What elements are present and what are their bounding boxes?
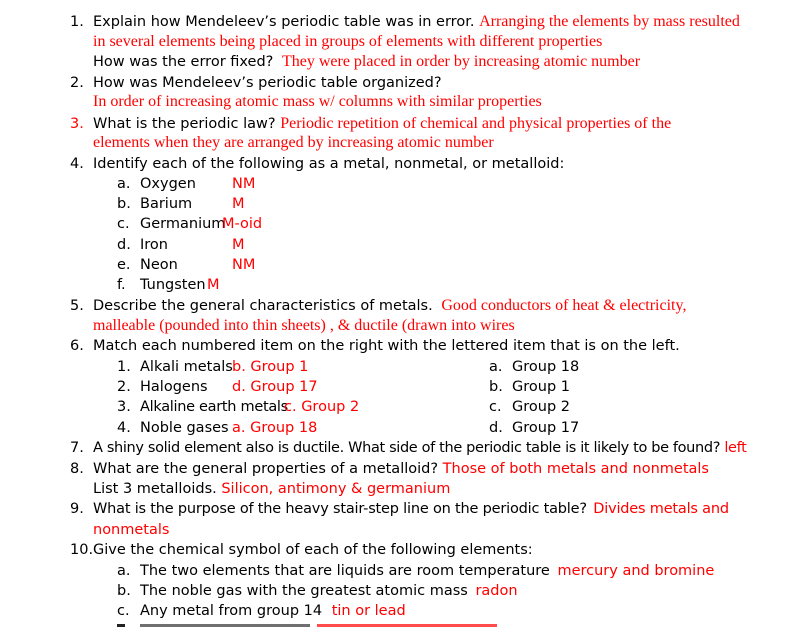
q1-answer-part2: in several elements being placed in groups of elements with different properties [93, 33, 603, 50]
q6-left-answer: b. Group 1 [232, 359, 309, 375]
q8-sub-question: List 3 metalloids. [93, 481, 217, 497]
q5-line [93, 296, 686, 316]
q4-item-answer: NM [232, 257, 256, 273]
q4-question: Identify each of the following as a metal, nonmetal, or metalloid: [93, 156, 565, 172]
q4-item-answer: M-oid [222, 216, 263, 232]
q8-number: 8. [70, 461, 84, 477]
q1-sub-answer: They were placed in order by increasing atomic number [281, 53, 641, 70]
q10-item-letter: c. [117, 603, 130, 619]
q6-left-name: Alkaline earth metals [140, 399, 288, 415]
q1-question: Explain how Mendeleev’s periodic table was in error. [93, 14, 475, 30]
q4-item-answer: M [232, 196, 245, 212]
q8-answer: Those of both metals and nonmetals [442, 461, 709, 477]
q10-item-line [140, 601, 406, 621]
q6-right-name: Group 17 [512, 420, 580, 436]
q6-left-name: Noble gases [140, 420, 229, 436]
q7-line [93, 438, 746, 458]
q5-answer-part2: malleable (pounded into thin sheets) , & ductile (drawn into wires [93, 317, 515, 334]
q3-question: What is the periodic law? [93, 116, 276, 132]
q6-left-answer: a. Group 18 [232, 420, 318, 436]
q6-right-letter: d. [489, 420, 503, 436]
q7-answer: left [724, 440, 747, 456]
q10-item-line [140, 581, 518, 601]
q9-number: 9. [70, 501, 84, 517]
q10-item-letter: b. [117, 583, 131, 599]
q3-answer-part1: Periodic repetition of chemical and physical properties of the [280, 115, 672, 132]
q9-question: What is the purpose of the heavy stair-step line on the periodic table? [93, 501, 587, 517]
q4-item-letter: c. [117, 216, 130, 232]
q4-item-name: Germanium [140, 216, 226, 232]
q6-left-name: Alkali metals [140, 359, 233, 375]
q6-left-number: 3. [117, 399, 131, 415]
q5-number: 5. [70, 298, 84, 314]
q4-item-letter: a. [117, 176, 131, 192]
q5-answer-part1: Good conductors of heat & electricity, [441, 297, 687, 314]
q4-item-letter: e. [117, 257, 131, 273]
q4-item-name: Tungsten [140, 277, 206, 293]
q4-item-name: Iron [140, 237, 168, 253]
q1-answer-part1: Arranging the elements by mass resulted [479, 13, 740, 30]
q4-number: 4. [70, 156, 84, 172]
q10-item-line [140, 561, 714, 581]
q6-left-number: 4. [117, 420, 131, 436]
q4-item-letter: b. [117, 196, 131, 212]
q4-item-letter: f. [117, 277, 126, 293]
q2-number: 2. [70, 75, 84, 91]
q4-item-answer: M [232, 237, 245, 253]
q4-item-answer: NM [232, 176, 256, 192]
q5-question: Describe the general characteristics of metals. [93, 298, 433, 314]
q10-item-text: Any metal from group 14 [140, 603, 323, 619]
q6-right-letter: b. [489, 379, 503, 395]
q10-item-text: The noble gas with the greatest atomic mass [140, 583, 468, 599]
q3-number: 3. [70, 116, 84, 132]
q9-answer-part2: nonmetals [93, 522, 170, 538]
q6-right-letter: a. [489, 359, 503, 375]
q10-question: Give the chemical symbol of each of the following elements: [93, 542, 533, 558]
q9-answer-part1: Divides metals and [593, 501, 729, 517]
q9-line [93, 499, 729, 519]
q6-right-letter: c. [489, 399, 502, 415]
q4-item-name: Oxygen [140, 176, 196, 192]
q4-item-name: Neon [140, 257, 178, 273]
q10-item-answer: radon [475, 583, 518, 599]
q4-item-name: Barium [140, 196, 193, 212]
q2-question: How was Mendeleev’s periodic table organized? [93, 75, 442, 91]
q6-left-answer: d. Group 17 [232, 379, 318, 395]
q1-sub-line [93, 52, 640, 72]
q4-item-letter: d. [117, 237, 131, 253]
q10-number: 10. [70, 542, 94, 558]
q2-answer: In order of increasing atomic mass w/ columns with similar properties [93, 93, 542, 110]
q7-question: A shiny solid element also is ductile. What side of the periodic table is it likely to be found? [93, 440, 721, 456]
q1-line [93, 12, 740, 32]
q6-left-number: 2. [117, 379, 131, 395]
q6-right-name: Group 2 [512, 399, 570, 415]
q10-item-text: The two elements that are liquids are room temperature [140, 563, 550, 579]
q6-question: Match each numbered item on the right with the lettered item that is on the left. [93, 338, 680, 354]
q3-line [93, 114, 671, 134]
q6-left-answer: c. Group 2 [284, 399, 360, 415]
q1-sub-question: How was the error fixed? [93, 54, 274, 70]
q6-number: 6. [70, 338, 84, 354]
q6-right-name: Group 18 [512, 359, 580, 375]
q10-item-answer: mercury and bromine [557, 563, 715, 579]
q6-left-name: Halogens [140, 379, 208, 395]
q8-sub-answer: Silicon, antimony & germanium [221, 481, 451, 497]
q4-item-answer: M [207, 277, 220, 293]
q10-item-answer: tin or lead [331, 603, 406, 619]
q1-number: 1. [70, 14, 84, 30]
q8-question: What are the general properties of a metalloid? [93, 461, 439, 477]
q3-answer-part2: elements when they are arranged by increasing atomic number [93, 134, 494, 151]
q10-item-letter: a. [117, 563, 131, 579]
q8-sub-line [93, 479, 450, 499]
q6-right-name: Group 1 [512, 379, 570, 395]
q7-number: 7. [70, 440, 84, 456]
q8-line [93, 459, 709, 479]
cut-off-line-fragment [117, 624, 502, 630]
q6-left-number: 1. [117, 359, 131, 375]
